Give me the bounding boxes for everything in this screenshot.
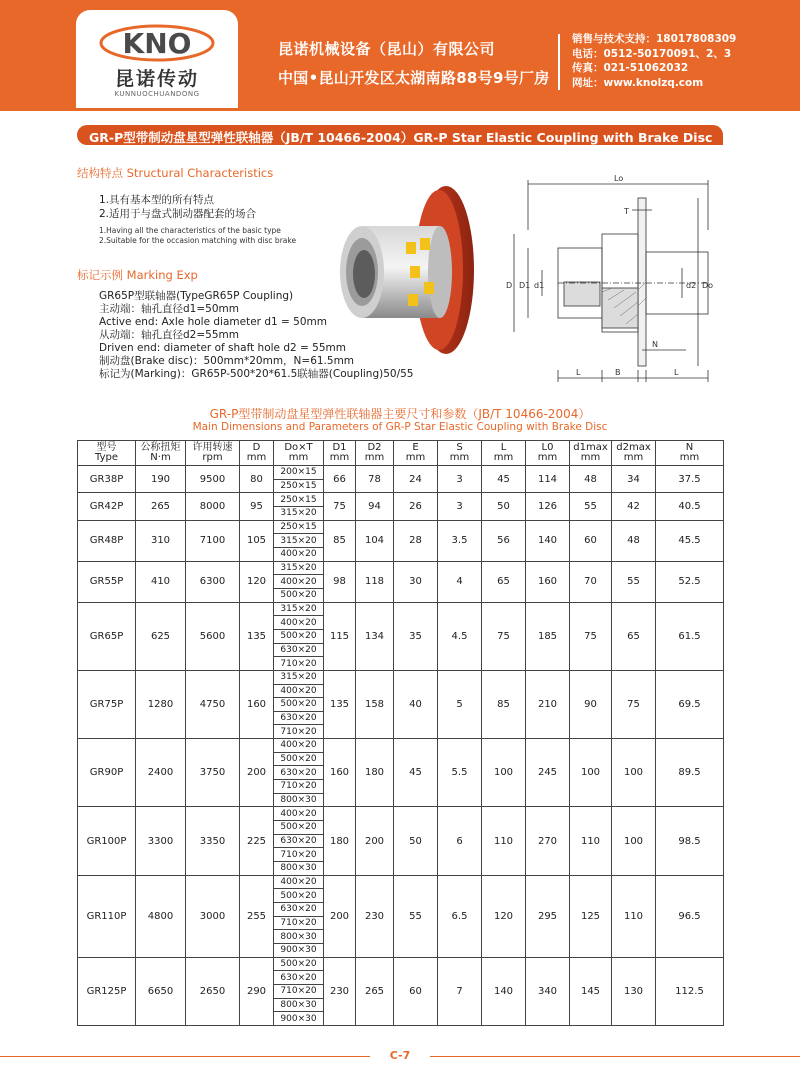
- cell-disc-size: 400×20: [274, 739, 324, 753]
- table-header-cell: [526, 441, 570, 466]
- marking-line-1: GR65P型联轴器(TypeGR65P Coupling): [99, 290, 294, 302]
- cell-d: 120: [240, 561, 274, 602]
- cell-disc-size: 710×20: [274, 916, 324, 930]
- cell-disc-size: 710×20: [274, 848, 324, 862]
- header-text: rpm: [202, 452, 223, 463]
- table-row: [78, 739, 724, 753]
- contact-info: [572, 32, 736, 90]
- cell-disc-size: 900×30: [274, 943, 324, 957]
- cell-disc-size: 250×15: [274, 479, 324, 493]
- cell-l: 45: [482, 466, 526, 493]
- cell-s: 4.5: [438, 602, 482, 670]
- cell-type: GR38P: [78, 466, 136, 493]
- header-text: mm: [449, 452, 470, 463]
- cell-d2: 94: [356, 493, 394, 520]
- cell-e: 30: [394, 561, 438, 602]
- cell-e: 24: [394, 466, 438, 493]
- cell-n: 61.5: [656, 602, 724, 670]
- header-text: N·m: [150, 452, 171, 463]
- cell-d1max: 100: [570, 739, 612, 807]
- cell-disc-size: 315×20: [274, 534, 324, 548]
- cell-d2: 134: [356, 602, 394, 670]
- cell-d1: 160: [324, 739, 356, 807]
- table-header-cell: [356, 441, 394, 466]
- header-text: mm: [329, 452, 350, 463]
- cell-d1: 180: [324, 807, 356, 875]
- cell-disc-size: 630×20: [274, 903, 324, 917]
- cell-n: 52.5: [656, 561, 724, 602]
- cell-disc-size: 710×20: [274, 725, 324, 739]
- cell-disc-size: 400×20: [274, 616, 324, 630]
- cell-l: 56: [482, 520, 526, 561]
- cell-disc-size: 800×30: [274, 862, 324, 876]
- structure-heading: 结构特点 Structural Characteristics: [77, 166, 274, 180]
- table-header-cell: [612, 441, 656, 466]
- cell-d1: 75: [324, 493, 356, 520]
- table-row: [78, 493, 724, 507]
- cell-n: 112.5: [656, 957, 724, 1025]
- cell-d: 290: [240, 957, 274, 1025]
- cell-disc-size: 400×20: [274, 807, 324, 821]
- cell-l0: 126: [526, 493, 570, 520]
- table-row: [78, 670, 724, 684]
- cell-disc-size: 250×15: [274, 493, 324, 507]
- table-row: [78, 807, 724, 821]
- header-text: d2max: [616, 441, 651, 453]
- table-header-cell: [394, 441, 438, 466]
- cell-d: 200: [240, 739, 274, 807]
- company-name: 昆诺机械设备（昆山）有限公司: [278, 40, 496, 58]
- cell-disc-size: 200×15: [274, 466, 324, 480]
- cell-type: GR48P: [78, 520, 136, 561]
- marking-line-3: Active end: Axle hole diameter d1 = 50mm: [99, 316, 327, 328]
- cell-d2max: 110: [612, 875, 656, 957]
- table-row: [78, 561, 724, 575]
- contact-website[interactable]: 网址：www.knolzq.com: [572, 76, 704, 89]
- cell-torque: 6650: [136, 957, 186, 1025]
- cell-l: 75: [482, 602, 526, 670]
- cell-disc-size: 500×20: [274, 752, 324, 766]
- cell-type: GR42P: [78, 493, 136, 520]
- product-title: GR-P型带制动盘星型弹性联轴器（JB/T 10466-2004）GR-P Star Elastic Coupling with Brake Disc: [89, 130, 713, 145]
- page-number: C-7: [389, 1049, 411, 1062]
- company-address: 中国•昆山开发区太湖南路88号9号厂房: [278, 69, 550, 87]
- cell-disc-size: 500×20: [274, 889, 324, 903]
- page-footer: [0, 1049, 800, 1063]
- logo-letters: KNO: [122, 27, 192, 60]
- cell-l: 110: [482, 807, 526, 875]
- cell-d1max: 60: [570, 520, 612, 561]
- cell-torque: 310: [136, 520, 186, 561]
- header-text: D2: [367, 441, 382, 453]
- contact-phone: 电话：0512-50170091、2、3: [572, 47, 732, 60]
- header-text: S: [456, 441, 463, 453]
- cell-d2: 78: [356, 466, 394, 493]
- cell-speed: 4750: [186, 670, 240, 738]
- header-text: L: [500, 441, 507, 453]
- dim-label-d2: d2: [686, 281, 697, 290]
- cell-s: 7: [438, 957, 482, 1025]
- table-header-cell: [570, 441, 612, 466]
- dim-label-l-left: L: [576, 368, 581, 377]
- cell-torque: 2400: [136, 739, 186, 807]
- cell-d2: 118: [356, 561, 394, 602]
- cell-s: 6.5: [438, 875, 482, 957]
- cell-disc-size: 400×20: [274, 547, 324, 561]
- cell-l0: 295: [526, 875, 570, 957]
- cell-torque: 3300: [136, 807, 186, 875]
- cell-l0: 340: [526, 957, 570, 1025]
- cell-n: 69.5: [656, 670, 724, 738]
- table-row: [78, 520, 724, 534]
- cell-type: GR110P: [78, 875, 136, 957]
- table-header-cell: [136, 441, 186, 466]
- cell-disc-size: 710×20: [274, 984, 324, 998]
- cell-type: GR90P: [78, 739, 136, 807]
- cell-disc-size: 800×30: [274, 998, 324, 1012]
- cell-type: GR125P: [78, 957, 136, 1025]
- cell-e: 55: [394, 875, 438, 957]
- header-text: 型号: [96, 441, 117, 453]
- cell-l: 140: [482, 957, 526, 1025]
- header-text: mm: [405, 452, 426, 463]
- cell-d2: 265: [356, 957, 394, 1025]
- cell-disc-size: 400×20: [274, 575, 324, 589]
- header-text: E: [412, 441, 419, 453]
- dim-label-do: Do: [702, 281, 714, 290]
- cell-s: 6: [438, 807, 482, 875]
- table-header-cell: [656, 441, 724, 466]
- header-text: N: [685, 441, 694, 453]
- header-text: mm: [246, 452, 267, 463]
- header-text: mm: [623, 452, 644, 463]
- structure-line-en-2: 2.Suitable for the occasion matching with disc brake: [99, 236, 297, 245]
- header-text: mm: [288, 452, 309, 463]
- product-title-bar: [77, 125, 723, 145]
- cell-d: 135: [240, 602, 274, 670]
- cell-torque: 190: [136, 466, 186, 493]
- cell-disc-size: 500×20: [274, 698, 324, 712]
- marking-line-4: 从动端：轴孔直径d2=55mm: [99, 329, 239, 341]
- cell-type: GR75P: [78, 670, 136, 738]
- cell-n: 37.5: [656, 466, 724, 493]
- cell-s: 3.5: [438, 520, 482, 561]
- cell-disc-size: 315×20: [274, 602, 324, 616]
- cell-disc-size: 500×20: [274, 629, 324, 643]
- cell-d1max: 75: [570, 602, 612, 670]
- cell-disc-size: 800×30: [274, 930, 324, 944]
- table-header-cell: [324, 441, 356, 466]
- cell-l0: 210: [526, 670, 570, 738]
- table-header-row: [78, 441, 724, 466]
- cell-disc-size: 630×20: [274, 766, 324, 780]
- cell-l: 65: [482, 561, 526, 602]
- cell-s: 5: [438, 670, 482, 738]
- table-header-cell: [438, 441, 482, 466]
- cell-type: GR55P: [78, 561, 136, 602]
- header-text: Type: [95, 452, 118, 463]
- cell-d: 80: [240, 466, 274, 493]
- cell-d1: 115: [324, 602, 356, 670]
- structure-line-cn-2: 2.适用于与盘式制动器配套的场合: [99, 208, 257, 220]
- cell-type: GR100P: [78, 807, 136, 875]
- cell-d1max: 145: [570, 957, 612, 1025]
- cell-torque: 410: [136, 561, 186, 602]
- dim-label-n: N: [652, 340, 658, 349]
- header-underline: [0, 108, 800, 111]
- cell-e: 35: [394, 602, 438, 670]
- cell-d1: 230: [324, 957, 356, 1025]
- table-row: [78, 466, 724, 480]
- header-text: mm: [537, 452, 558, 463]
- header-text: mm: [679, 452, 700, 463]
- cell-speed: 7100: [186, 520, 240, 561]
- cell-d2max: 75: [612, 670, 656, 738]
- cell-e: 60: [394, 957, 438, 1025]
- footer-line-right: [430, 1056, 800, 1057]
- cell-speed: 9500: [186, 466, 240, 493]
- marking-line-2: 主动端：轴孔直径d1=50mm: [99, 303, 239, 315]
- cell-d: 255: [240, 875, 274, 957]
- cell-d2max: 34: [612, 466, 656, 493]
- cell-l: 120: [482, 875, 526, 957]
- cell-d1max: 110: [570, 807, 612, 875]
- coupling-product-image: [336, 182, 486, 358]
- footer-line-left: [0, 1056, 370, 1057]
- cell-disc-size: 630×20: [274, 834, 324, 848]
- table-row: [78, 875, 724, 889]
- marking-line-5: Driven end: diameter of shaft hole d2 = 55mm: [99, 342, 346, 354]
- cell-s: 4: [438, 561, 482, 602]
- cell-n: 98.5: [656, 807, 724, 875]
- logo-english-name: KUNNUOCHUANDONG: [114, 90, 200, 98]
- cell-d1: 200: [324, 875, 356, 957]
- table-header-cell: [240, 441, 274, 466]
- cell-l: 100: [482, 739, 526, 807]
- marking-line-6: 制动盘(Brake disc)：500mm*20mm，N=61.5mm: [99, 355, 355, 367]
- marking-line-7: 标记为(Marking)：GR65P-500*20*61.5联轴器(Coupling)50/55: [99, 368, 414, 380]
- cell-e: 40: [394, 670, 438, 738]
- dim-label-d: D: [506, 281, 513, 290]
- cell-speed: 3350: [186, 807, 240, 875]
- table-header-cell: [482, 441, 526, 466]
- cell-n: 89.5: [656, 739, 724, 807]
- cell-s: 3: [438, 466, 482, 493]
- cell-disc-size: 630×20: [274, 643, 324, 657]
- cell-s: 5.5: [438, 739, 482, 807]
- cell-d2max: 42: [612, 493, 656, 520]
- cell-d1: 66: [324, 466, 356, 493]
- table-header-cell: [78, 441, 136, 466]
- cell-d2: 200: [356, 807, 394, 875]
- header-text: D: [252, 441, 261, 453]
- cell-disc-size: 400×20: [274, 875, 324, 889]
- cell-d2max: 100: [612, 739, 656, 807]
- table-row: [78, 602, 724, 616]
- table-title-en: Main Dimensions and Parameters of GR-P Star Elastic Coupling with Brake Disc: [192, 421, 608, 433]
- cell-type: GR65P: [78, 602, 136, 670]
- cell-d2: 180: [356, 739, 394, 807]
- dimension-table: [77, 440, 724, 1026]
- table-row: [78, 957, 724, 971]
- cell-e: 45: [394, 739, 438, 807]
- cell-n: 45.5: [656, 520, 724, 561]
- cell-speed: 5600: [186, 602, 240, 670]
- cell-l0: 270: [526, 807, 570, 875]
- contact-sales: 销售与技术支持：18017808309: [572, 33, 737, 45]
- table-header-cell: [186, 441, 240, 466]
- cell-d2max: 48: [612, 520, 656, 561]
- cell-e: 28: [394, 520, 438, 561]
- cell-d2max: 130: [612, 957, 656, 1025]
- cell-n: 40.5: [656, 493, 724, 520]
- cell-n: 96.5: [656, 875, 724, 957]
- cell-disc-size: 630×20: [274, 971, 324, 985]
- header-text: mm: [364, 452, 385, 463]
- cell-speed: 2650: [186, 957, 240, 1025]
- marking-heading: 标记示例 Marking Exp: [77, 268, 198, 282]
- table-header-cell: [274, 441, 324, 466]
- logo-chinese-name: 昆诺传动: [114, 68, 199, 90]
- cell-disc-size: 400×20: [274, 684, 324, 698]
- header-text: mm: [493, 452, 514, 463]
- cell-d1max: 55: [570, 493, 612, 520]
- cell-l: 50: [482, 493, 526, 520]
- cell-l0: 245: [526, 739, 570, 807]
- cell-speed: 3000: [186, 875, 240, 957]
- cell-torque: 265: [136, 493, 186, 520]
- cell-l0: 140: [526, 520, 570, 561]
- cell-d2max: 100: [612, 807, 656, 875]
- cell-d1max: 90: [570, 670, 612, 738]
- cell-l0: 185: [526, 602, 570, 670]
- cell-d1max: 70: [570, 561, 612, 602]
- header-divider: [558, 34, 560, 90]
- cell-disc-size: 710×20: [274, 657, 324, 671]
- cell-d: 105: [240, 520, 274, 561]
- cell-d1max: 48: [570, 466, 612, 493]
- cell-d1: 98: [324, 561, 356, 602]
- cell-disc-size: 800×30: [274, 793, 324, 807]
- logo-mark-icon: [98, 22, 216, 62]
- cell-disc-size: 900×30: [274, 1012, 324, 1026]
- dim-label-l-right: L: [674, 368, 679, 377]
- cell-disc-size: 315×20: [274, 670, 324, 684]
- cell-disc-size: 500×20: [274, 821, 324, 835]
- cell-speed: 3750: [186, 739, 240, 807]
- coupling-technical-drawing: [502, 170, 724, 390]
- cell-d1: 135: [324, 670, 356, 738]
- cell-d: 225: [240, 807, 274, 875]
- dim-label-b: B: [615, 368, 621, 377]
- dim-label-lo: Lo: [614, 174, 624, 183]
- header-text: 公称扭矩: [140, 441, 181, 453]
- dim-label-d1-cap: D1: [519, 281, 531, 290]
- cell-d1: 85: [324, 520, 356, 561]
- cell-torque: 625: [136, 602, 186, 670]
- cell-l0: 160: [526, 561, 570, 602]
- cell-speed: 8000: [186, 493, 240, 520]
- cell-l0: 114: [526, 466, 570, 493]
- cell-l: 85: [482, 670, 526, 738]
- structure-line-en-1: 1.Having all the characteristics of the basic type: [99, 226, 281, 235]
- cell-d: 160: [240, 670, 274, 738]
- cell-d: 95: [240, 493, 274, 520]
- table-title-cn: GR-P型带制动盘星型弹性联轴器主要尺寸和参数（JB/T 10466-2004）: [209, 407, 591, 421]
- cell-d2max: 65: [612, 602, 656, 670]
- dim-label-d1: d1: [534, 281, 545, 290]
- header-text: mm: [580, 452, 601, 463]
- cell-d2: 158: [356, 670, 394, 738]
- structure-line-cn-1: 1.具有基本型的所有特点: [99, 194, 215, 206]
- cell-speed: 6300: [186, 561, 240, 602]
- cell-disc-size: 315×20: [274, 506, 324, 520]
- cell-d2: 104: [356, 520, 394, 561]
- cell-disc-size: 500×20: [274, 588, 324, 602]
- cell-d2max: 55: [612, 561, 656, 602]
- header-text: d1max: [573, 441, 608, 453]
- cell-disc-size: 315×20: [274, 561, 324, 575]
- cell-torque: 4800: [136, 875, 186, 957]
- cell-disc-size: 250×15: [274, 520, 324, 534]
- cell-disc-size: 500×20: [274, 957, 324, 971]
- cell-e: 26: [394, 493, 438, 520]
- cell-torque: 1280: [136, 670, 186, 738]
- contact-fax: 传真：021-51062032: [572, 62, 689, 74]
- header-text: 许用转速: [192, 441, 233, 453]
- company-logo: [76, 10, 238, 108]
- header-text: D1: [332, 441, 347, 453]
- cell-e: 50: [394, 807, 438, 875]
- cell-disc-size: 630×20: [274, 711, 324, 725]
- cell-d1max: 125: [570, 875, 612, 957]
- dim-label-t: T: [624, 207, 629, 216]
- header-text: Do×T: [284, 441, 313, 453]
- cell-d2: 230: [356, 875, 394, 957]
- page-header: [0, 0, 800, 108]
- cell-disc-size: 710×20: [274, 780, 324, 794]
- header-text: L0: [541, 441, 554, 453]
- cell-s: 3: [438, 493, 482, 520]
